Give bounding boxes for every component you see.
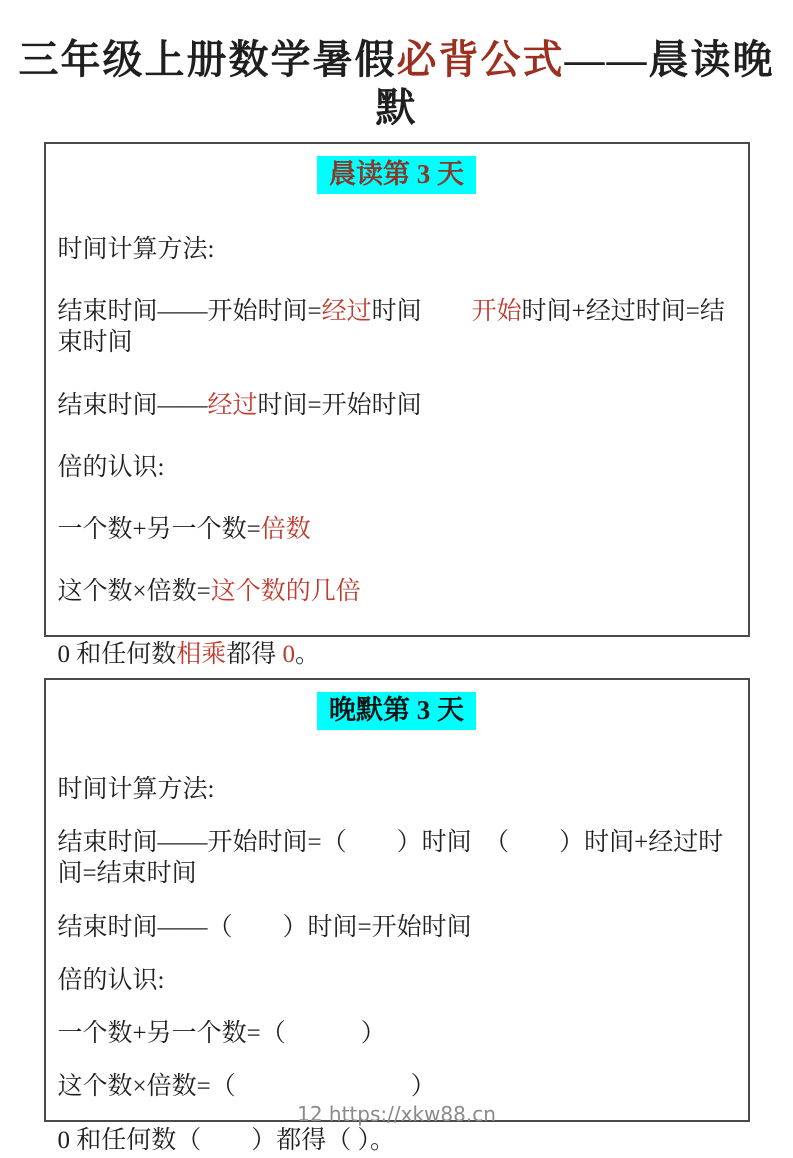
text-segment: 时间计算方法: [57, 775, 215, 803]
watermark-url: 12 https://xkw88.cn [297, 1102, 496, 1126]
text-segment: 0 和任何数（ ）都得（ ）。 [57, 1126, 396, 1154]
text-segment: 三年级上册数学暑假 [18, 37, 397, 82]
text-segment: 经过 [207, 391, 258, 419]
evening-day-badge: 晚默第 3 天 [317, 692, 476, 730]
morning-day-badge: 晨读第 3 天 [317, 156, 476, 194]
formula-line [58, 296, 736, 359]
text-segment: 必背公式 [396, 37, 565, 82]
formula-line [58, 452, 736, 483]
evening-dictation-box [44, 678, 750, 1154]
formula-line [58, 514, 736, 545]
text-segment: 倍数 [260, 516, 311, 543]
text-segment: 。 [295, 640, 321, 668]
formula-line [58, 576, 736, 607]
text-segment: 倍的认识: [57, 966, 165, 994]
document-page [0, 36, 793, 1154]
formula-line [58, 639, 736, 670]
text-segment: 时间+经过时间=结束时间 [57, 298, 725, 357]
formula-line [58, 234, 736, 265]
formula-line [58, 390, 736, 421]
evening-header-row [58, 692, 736, 730]
formula-line [58, 774, 736, 805]
text-segment: 相乘 [176, 640, 227, 668]
morning-header-row [58, 156, 736, 194]
formula-line [58, 1071, 736, 1102]
text-segment: 这个数×倍数= [57, 578, 211, 606]
text-segment: 结束时间——（ ）时间=开始时间 [57, 913, 472, 941]
morning-reading-box [44, 142, 750, 668]
text-segment: 0 和任何数 [57, 640, 177, 668]
formula-line [58, 1125, 736, 1156]
text-segment: 经过 [321, 298, 372, 325]
text-segment: 都得 [226, 640, 283, 668]
page-title [0, 36, 793, 132]
formula-line [58, 965, 736, 996]
text-segment: 0 [282, 640, 296, 668]
formula-line [58, 827, 736, 890]
text-segment: 这个数×倍数=（ ） [57, 1073, 436, 1101]
text-segment: 这个数的几倍 [210, 578, 361, 606]
text-segment: 倍的认识: [57, 453, 165, 481]
formula-line [58, 1018, 736, 1049]
text-segment: 时间=开始时间 [257, 391, 422, 419]
formula-line [58, 912, 736, 943]
text-segment: 开始 [471, 298, 522, 325]
morning-formula-lines [58, 234, 736, 670]
text-segment: ——晨读晚默 [375, 37, 775, 130]
evening-formula-lines [58, 774, 736, 1156]
text-segment: 一个数+另一个数=（ ） [57, 1020, 386, 1047]
text-segment: 时间 [371, 298, 472, 325]
text-segment: 结束时间—— [57, 391, 208, 419]
text-segment: 结束时间——开始时间=（ ）时间 （ ）时间+经过时间=结束时间 [57, 829, 724, 888]
text-segment: 一个数+另一个数= [57, 516, 261, 543]
text-segment: 时间计算方法: [57, 235, 215, 263]
text-segment: 结束时间——开始时间= [57, 298, 322, 325]
